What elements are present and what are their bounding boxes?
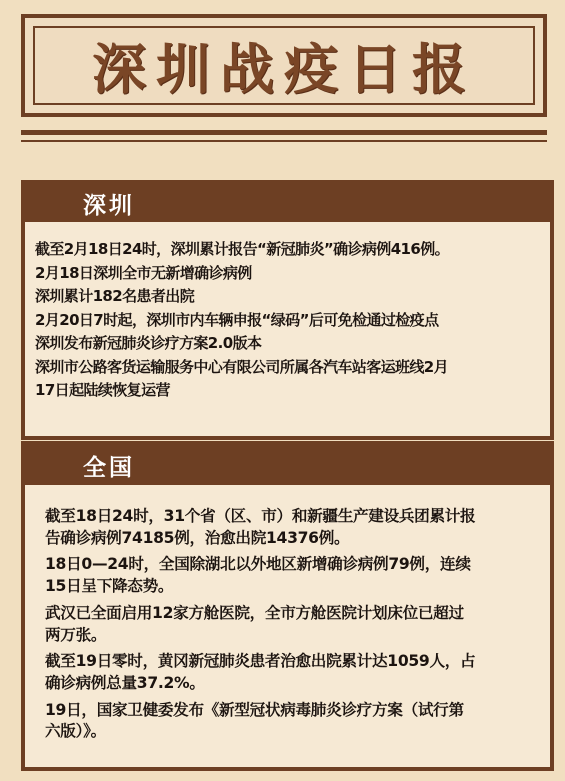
news-line: 截至2月18日24时，深圳累计报告“新冠肺炎”确诊病例416例。 bbox=[35, 240, 450, 258]
news-paragraph bbox=[45, 603, 540, 646]
section-heading-label: 深圳 bbox=[83, 192, 135, 219]
page-title: 深圳战疫日报 bbox=[92, 38, 476, 101]
news-paragraph bbox=[45, 700, 540, 743]
news-paragraph bbox=[45, 506, 540, 549]
news-paragraph bbox=[45, 651, 540, 694]
news-line: 18日0—24时，全国除湖北以外地区新增确诊病例79例，连续 bbox=[45, 555, 471, 574]
news-line: 确诊病例总量37.2%。 bbox=[45, 673, 205, 692]
news-line: 深圳累计182名患者出院 bbox=[35, 287, 195, 305]
news-line: 截至18日24时，31个省（区、市）和新疆生产建设兵团累计报 bbox=[45, 507, 476, 525]
title-inner-frame bbox=[33, 26, 535, 105]
section-shenzhen bbox=[21, 180, 554, 440]
news-line: 15日呈下降态势。 bbox=[45, 577, 174, 596]
news-line: 2月18日深圳全市无新增确诊病例 bbox=[35, 263, 252, 282]
divider-thin bbox=[21, 140, 547, 142]
news-line: 17日起陆续恢复运营 bbox=[35, 381, 170, 399]
section-national bbox=[21, 441, 554, 771]
section-heading-shenzhen bbox=[25, 184, 550, 222]
news-line: 两万张。 bbox=[45, 625, 107, 644]
news-line: 截至19日零时，黄冈新冠肺炎患者治愈出院累计达1059人，占 bbox=[45, 652, 476, 671]
news-line: 六版）》。 bbox=[45, 722, 106, 741]
news-line: 19日，国家卫健委发布《新型冠状病毒肺炎诊疗方案（试行第 bbox=[45, 700, 464, 719]
news-line: 告确诊病例74185例，治愈出院14376例。 bbox=[45, 528, 350, 547]
news-paragraph bbox=[45, 554, 540, 597]
news-line: 武汉已全面启用12家方舱医院，全市方舱医院计划床位已超过 bbox=[45, 603, 464, 622]
section-heading-label: 全国 bbox=[83, 454, 135, 481]
section-heading-national bbox=[25, 445, 550, 485]
shenzhen-news-list bbox=[25, 222, 550, 403]
news-line: 深圳发布新冠肺炎诊疗方案2.0版本 bbox=[35, 334, 262, 352]
news-line: 深圳市公路客货运输服务中心有限公司所属各汽车站客运班线2月 bbox=[35, 357, 449, 376]
divider-thick bbox=[21, 130, 547, 135]
news-line: 2月20日7时起，深圳市内车辆申报“绿码”后可免检通过检疫点 bbox=[35, 310, 439, 329]
national-news-list bbox=[25, 485, 550, 743]
title-frame bbox=[21, 14, 547, 117]
